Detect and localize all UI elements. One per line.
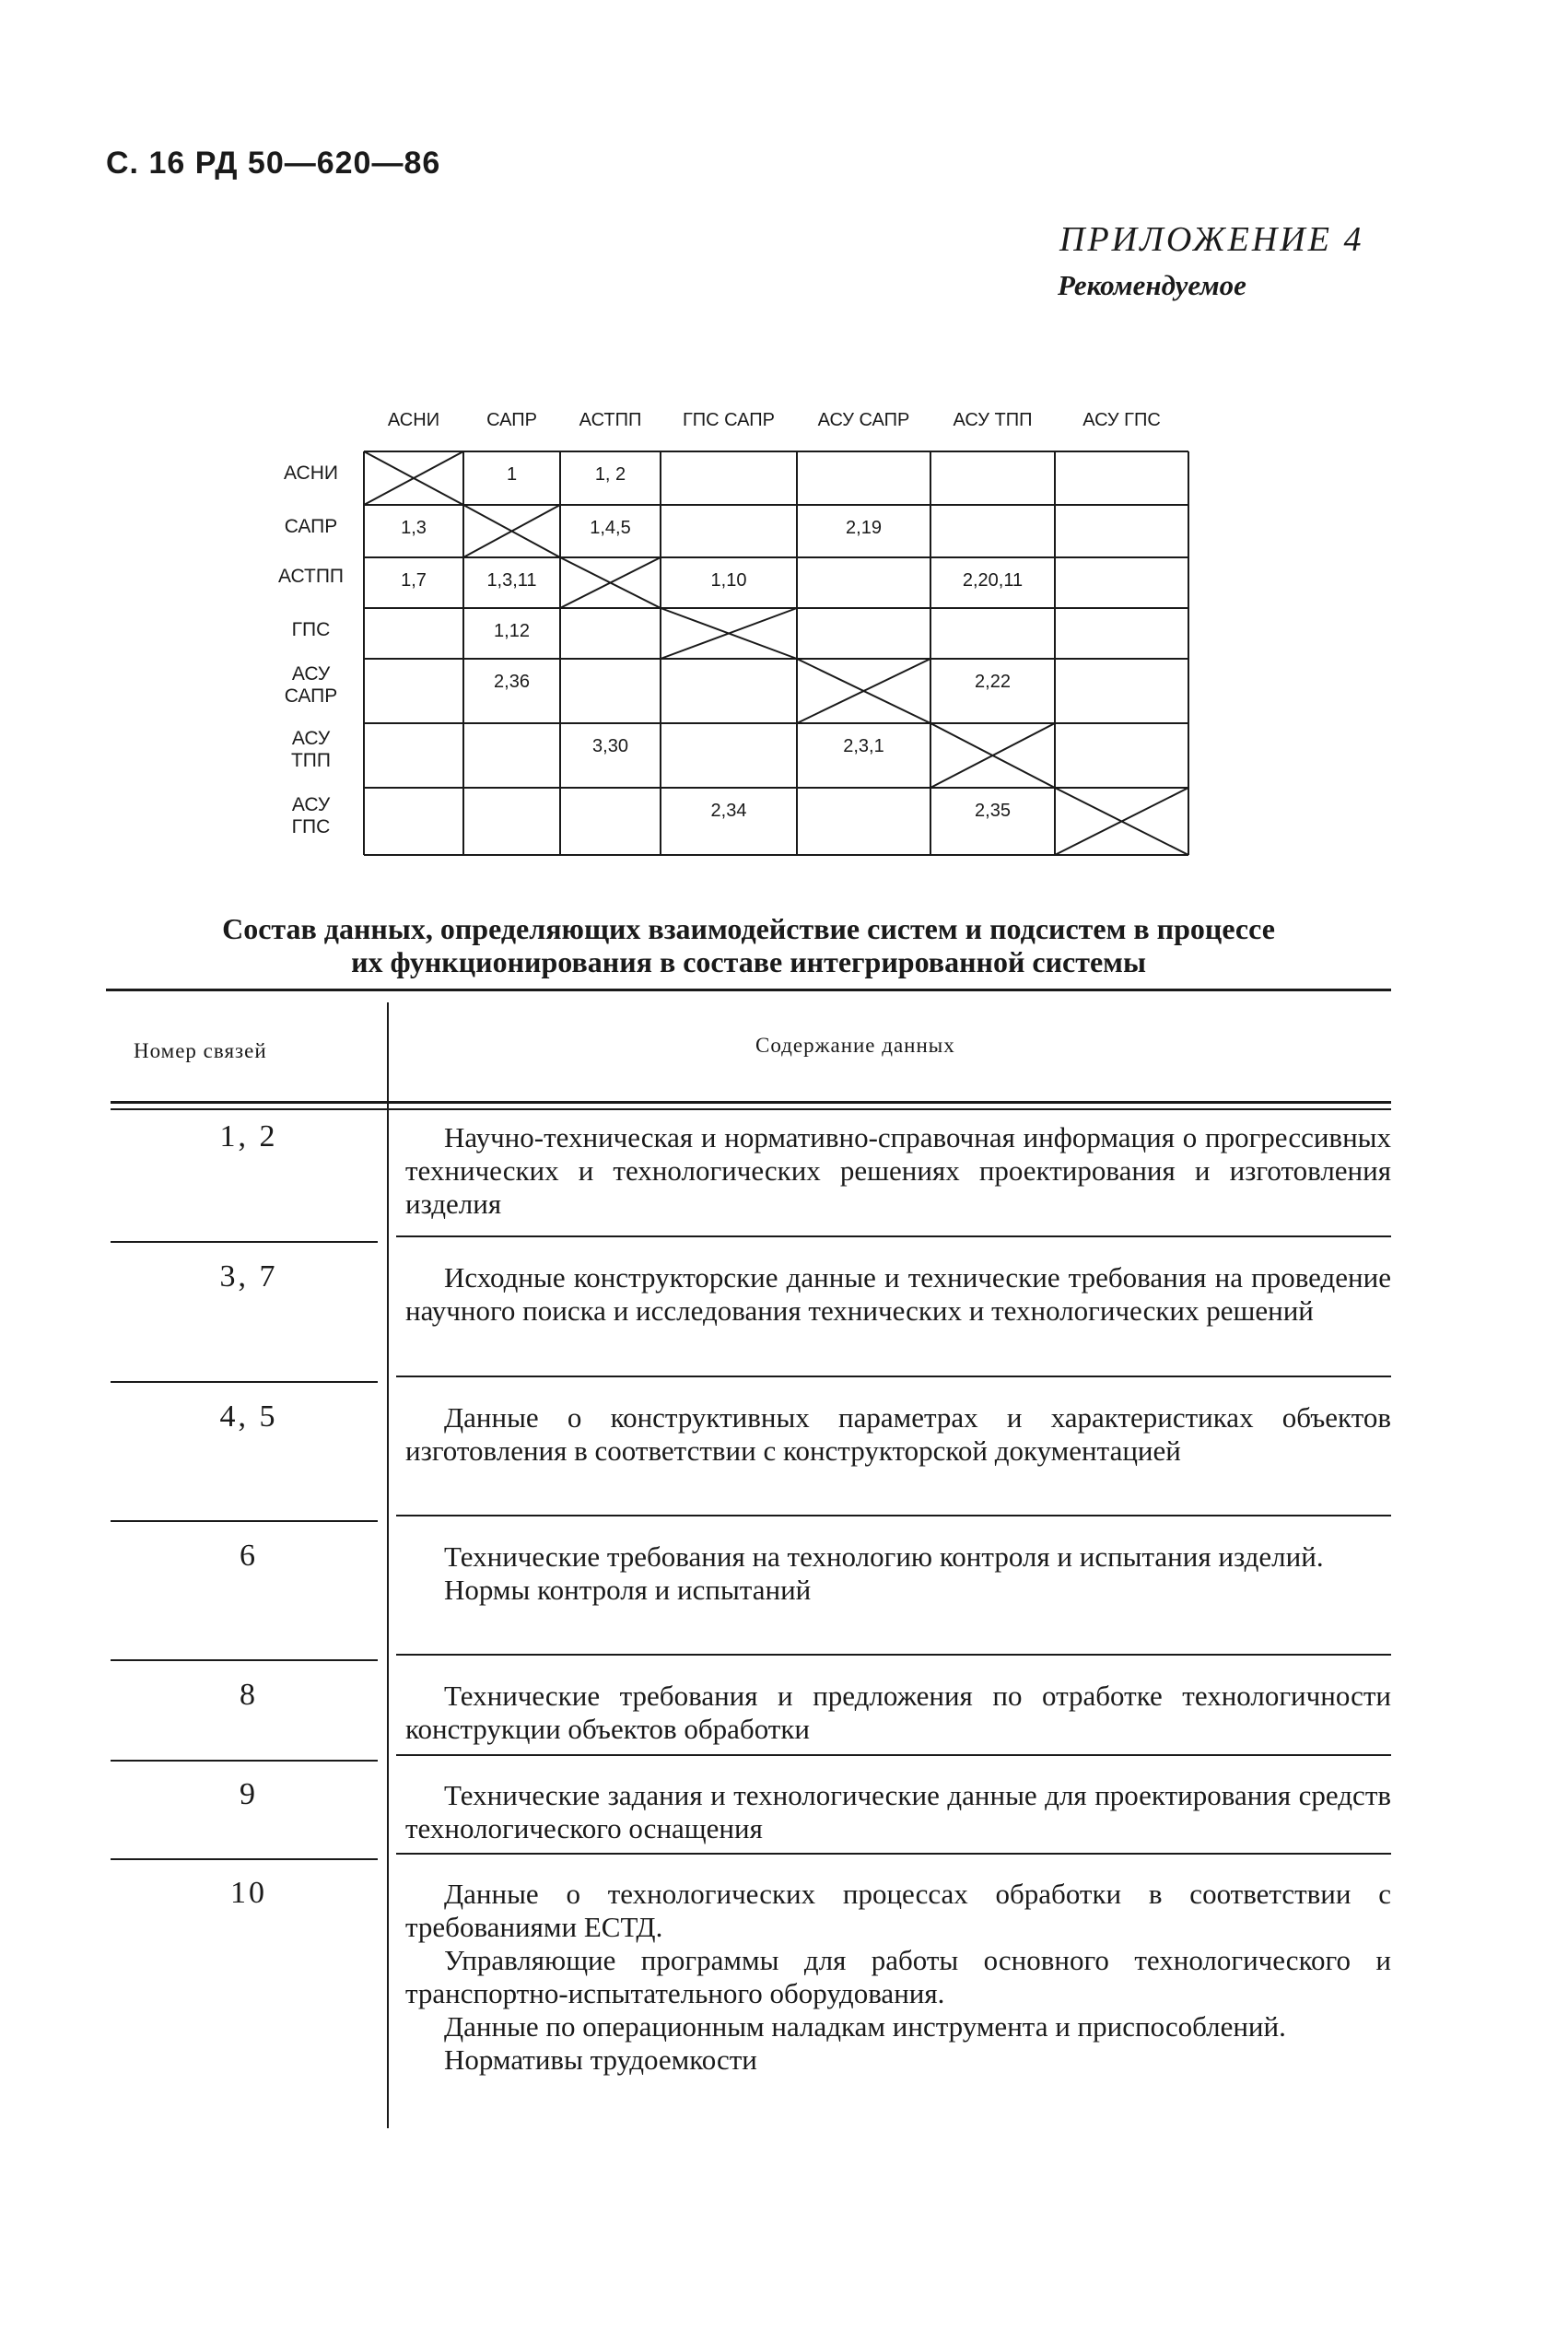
content-paragraph: Научно-техническая и нормативно-справочная информация о прогрессивных технических и технологических решениях проектирования и изготовления изделия xyxy=(405,1121,1391,1220)
data-content xyxy=(405,1401,1391,1468)
link-number: 10 xyxy=(230,1876,267,1910)
matrix-cell-value: 1,7 xyxy=(401,570,427,591)
link-number: 4, 5 xyxy=(219,1399,278,1434)
header-rule-thin xyxy=(111,1108,1391,1110)
row-divider xyxy=(111,1520,378,1522)
row-divider xyxy=(396,1376,1391,1377)
content-paragraph: Технические задания и технологические данные для проектирования средств технологического оснащения xyxy=(405,1779,1391,1844)
matrix-row-header: САПР xyxy=(284,516,338,537)
matrix-grid xyxy=(0,0,1568,921)
document-title xyxy=(106,912,1391,978)
page-header: С. 16 РД 50—620—86 xyxy=(106,146,441,181)
appendix-subtitle: Рекомендуемое xyxy=(1058,269,1246,301)
matrix-col-header: АСНИ xyxy=(387,410,440,430)
content-paragraph: Нормы контроля и испытаний xyxy=(444,1574,812,1606)
matrix-cell-value: 1, 2 xyxy=(594,464,626,485)
link-number: 3, 7 xyxy=(219,1259,278,1294)
appendix-title: ПРИЛОЖЕНИЕ 4 xyxy=(1059,220,1364,259)
data-content xyxy=(405,1540,1391,1607)
row-divider xyxy=(111,1858,378,1860)
matrix-cell-value: 2,20,11 xyxy=(962,570,1024,591)
header-number: Номер связей xyxy=(134,1039,267,1062)
row-divider xyxy=(111,1659,378,1661)
row-divider xyxy=(396,1853,1391,1855)
row-divider xyxy=(111,1241,378,1243)
title-line-1: Состав данных, определяющих взаимодействие систем и подсистем в процессе xyxy=(222,912,1275,945)
matrix-col-header: ГПС САПР xyxy=(682,410,776,430)
matrix-cell-value: 2,36 xyxy=(494,672,530,692)
matrix-row-header: ГПС xyxy=(291,619,331,640)
title-line-2: их функционирования в составе интегрированной системы xyxy=(351,945,1146,978)
matrix-cell-value: 2,22 xyxy=(975,672,1011,692)
matrix-col-header: АСТПП xyxy=(579,410,642,430)
matrix-cell-value: 2,3,1 xyxy=(843,736,884,756)
matrix-col-header: АСУ ТПП xyxy=(953,410,1033,430)
data-content xyxy=(405,1680,1391,1746)
link-number: 9 xyxy=(240,1777,258,1811)
matrix-row-header: АСУ ТПП xyxy=(290,728,331,771)
matrix-cell-value: 1 xyxy=(506,464,518,485)
content-paragraph: Данные о конструктивных параметрах и характеристиках объектов изготовления в соответствии с конструкторской документацией xyxy=(405,1401,1391,1467)
row-divider xyxy=(396,1515,1391,1516)
header-rule xyxy=(111,1101,1391,1104)
content-paragraph: Данные по операционным наладкам инструмента и приспособлений. xyxy=(444,2010,1286,2043)
matrix-col-header: АСУ САПР xyxy=(817,410,910,430)
matrix-row-header: АСУ ГПС xyxy=(291,794,331,837)
title-rule xyxy=(106,989,1391,991)
data-content xyxy=(405,1878,1391,2077)
matrix-row-header: АСУ САПР xyxy=(284,663,338,707)
data-content xyxy=(405,1261,1391,1328)
link-number: 8 xyxy=(240,1678,258,1712)
matrix-cell-value: 2,35 xyxy=(975,801,1011,821)
row-divider xyxy=(396,1654,1391,1656)
matrix-cell-value: 2,19 xyxy=(846,518,882,538)
matrix-cell-value: 1,4,5 xyxy=(590,518,631,538)
matrix-col-header: АСУ ГПС xyxy=(1082,410,1161,430)
header-content: Содержание данных xyxy=(755,1034,955,1057)
link-number: 1, 2 xyxy=(219,1119,278,1153)
matrix-cell-value: 1,3,11 xyxy=(486,570,537,591)
row-divider xyxy=(396,1754,1391,1756)
table-column-divider xyxy=(387,1002,389,2128)
data-content xyxy=(405,1779,1391,1845)
matrix-row-header: АСНИ xyxy=(284,462,338,484)
row-divider xyxy=(396,1235,1391,1237)
row-divider xyxy=(111,1760,378,1762)
matrix-col-header: САПР xyxy=(486,410,537,430)
link-number: 6 xyxy=(240,1539,258,1573)
content-paragraph: Нормативы трудоемкости xyxy=(444,2043,757,2076)
content-paragraph: Технические требования и предложения по отработке технологичности конструкции объектов обработки xyxy=(405,1680,1391,1745)
matrix-cell-value: 3,30 xyxy=(592,736,628,756)
content-paragraph: Исходные конструкторские данные и технические требования на проведение научного поиска и исследования технических и технологических решений xyxy=(405,1261,1391,1327)
row-divider xyxy=(111,1381,378,1383)
matrix-cell-value: 2,34 xyxy=(710,801,747,821)
matrix-cell-value: 1,3 xyxy=(401,518,427,538)
content-paragraph: Технические требования на технологию контроля и испытания изделий. xyxy=(444,1540,1324,1573)
matrix-cell-value: 1,12 xyxy=(494,621,530,641)
data-content xyxy=(405,1121,1391,1221)
matrix-row-header: АСТПП xyxy=(277,566,345,587)
content-paragraph: Управляющие программы для работы основного технологического и транспортно-испытательного оборудования. xyxy=(405,1944,1391,2009)
content-paragraph: Данные о технологических процессах обработки в соответствии с требованиями ЕСТД. xyxy=(405,1878,1391,1943)
matrix-cell-value: 1,10 xyxy=(710,570,747,591)
